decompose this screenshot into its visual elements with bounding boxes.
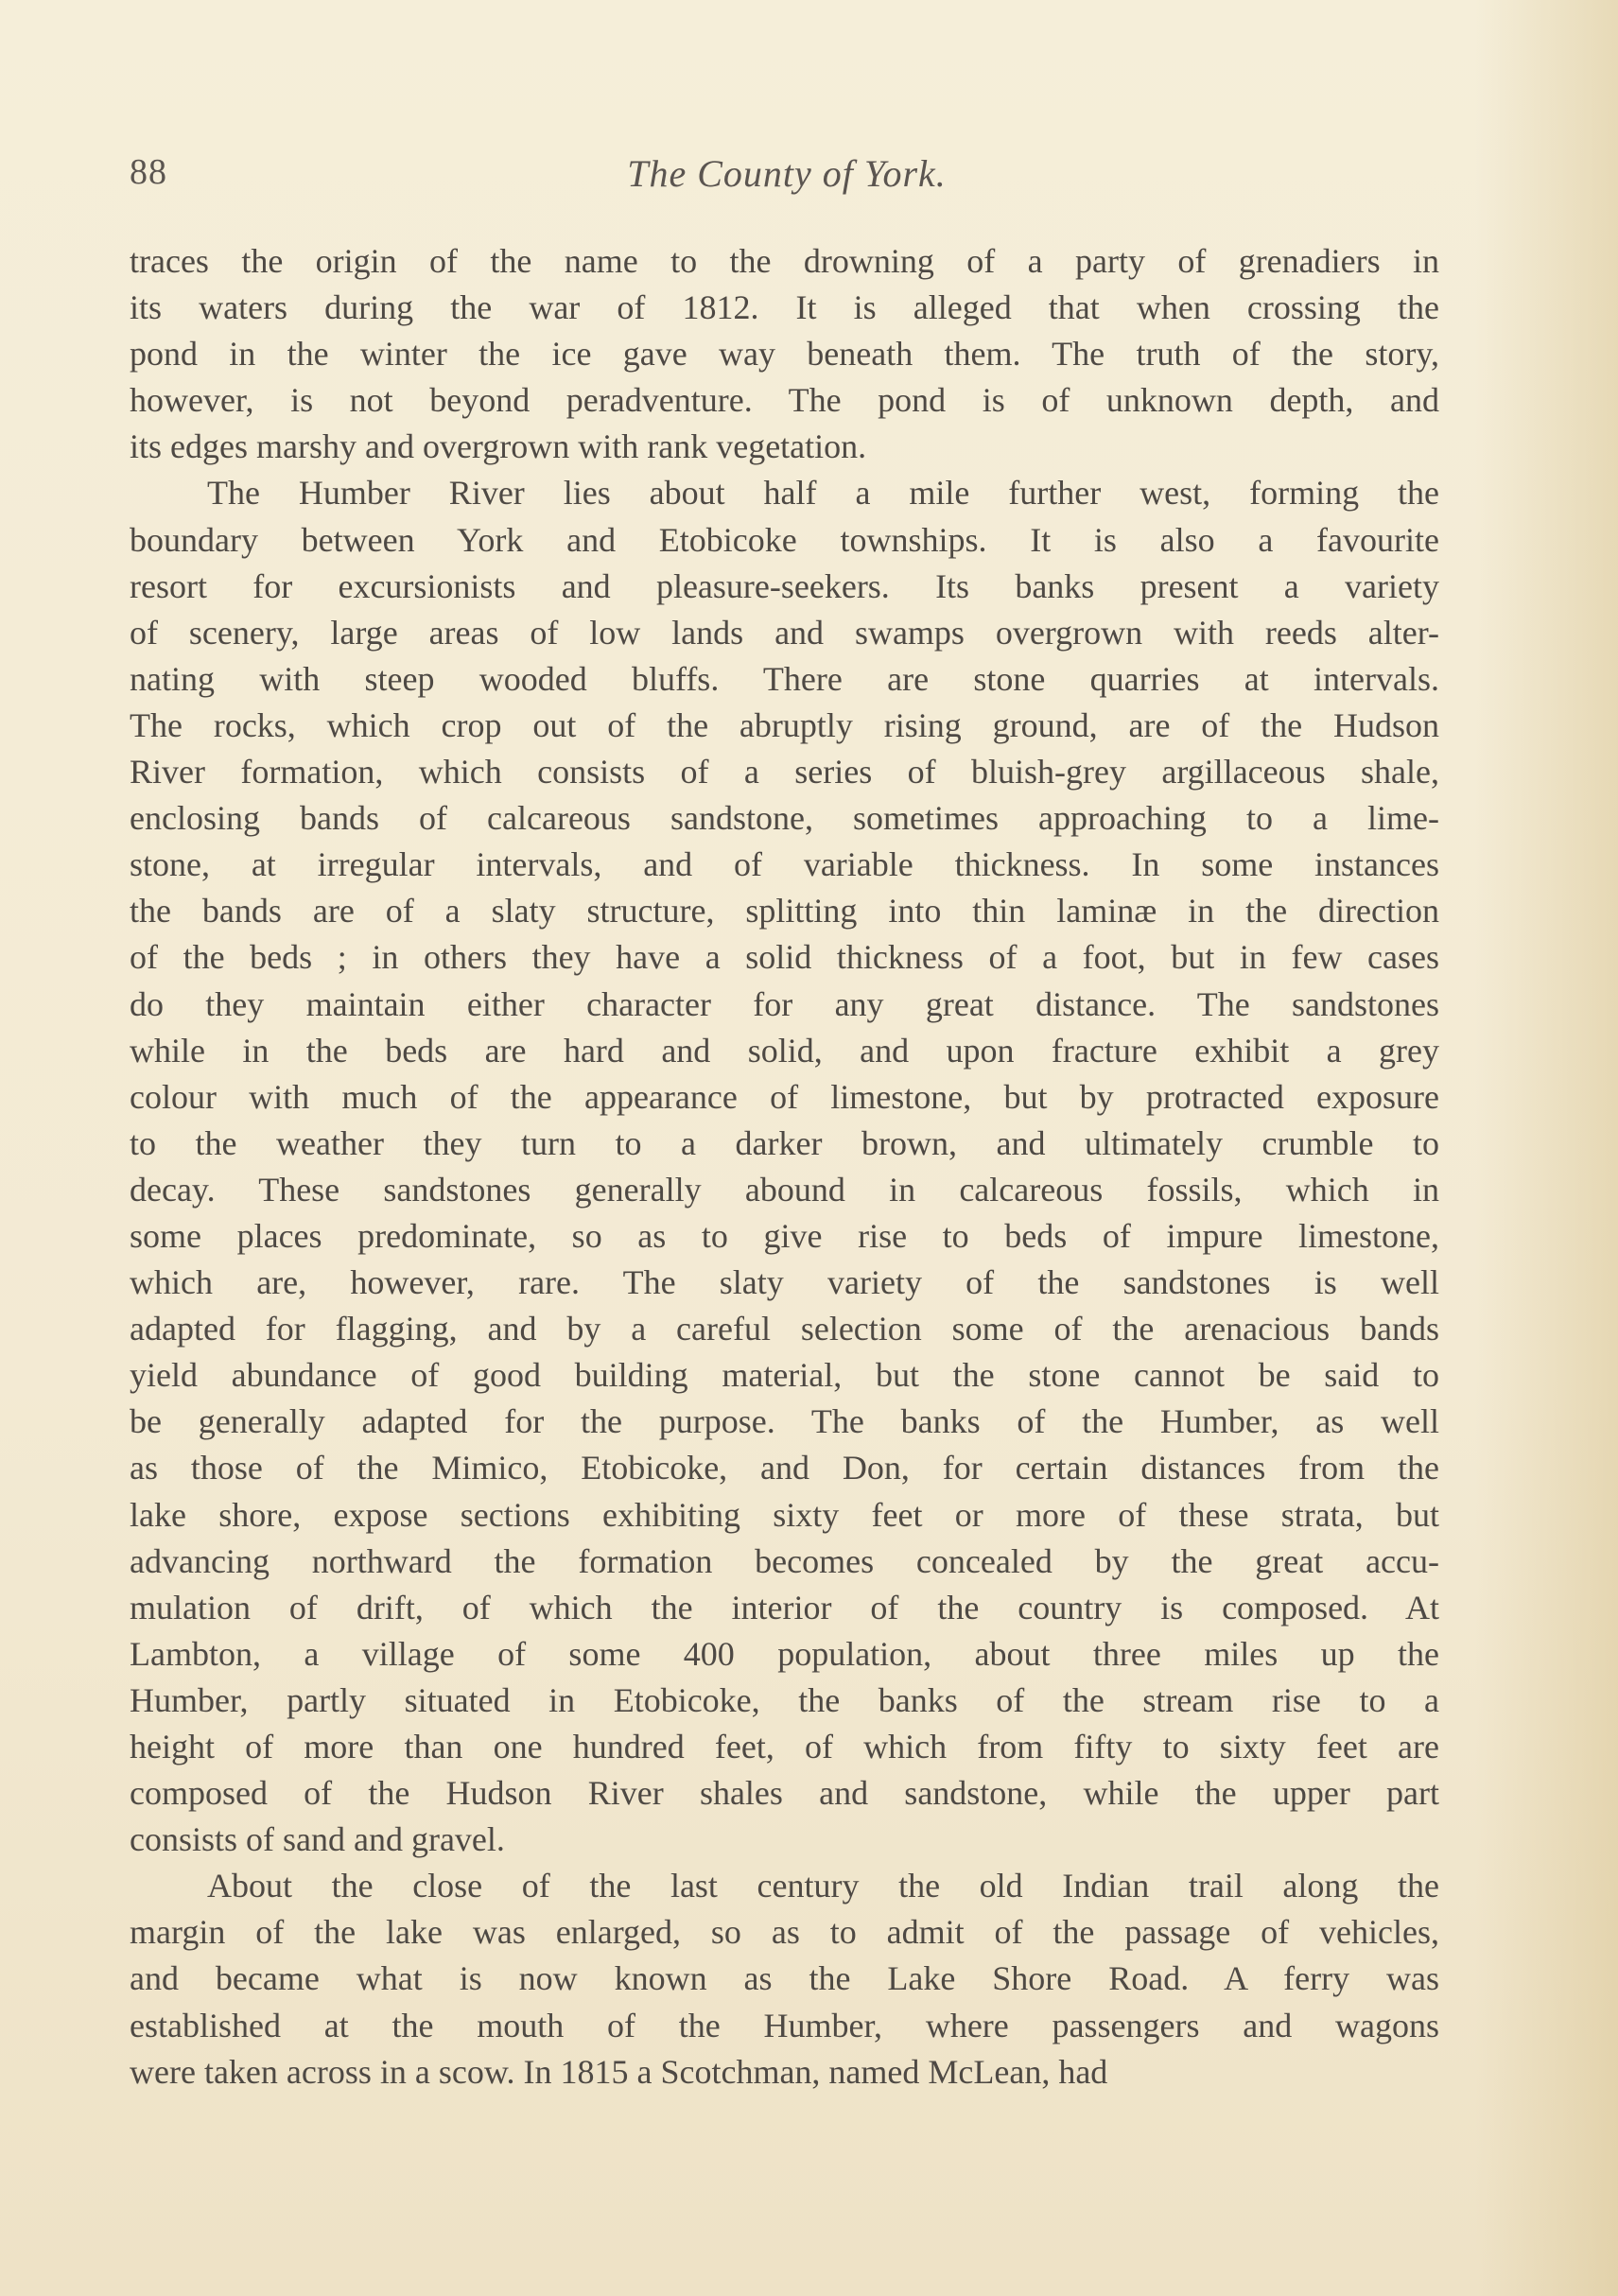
text-line: while in the beds are hard and solid, and upon fracture exhibit a grey bbox=[130, 1031, 1439, 1070]
text-line: advancing northward the formation becomes concealed by the great accu- bbox=[130, 1541, 1439, 1580]
text-line: adapted for flagging, and by a careful selection some of the arenacious bands bbox=[130, 1310, 1439, 1348]
text-line: some places predominate, so as to give rise to beds of impure limestone, bbox=[130, 1216, 1439, 1255]
text-line: Lambton, a village of some 400 population, about three miles up the bbox=[130, 1634, 1439, 1673]
text-line: to the weather they turn to a darker brown, and ultimately crumble to bbox=[130, 1123, 1439, 1162]
page-header bbox=[130, 151, 1444, 208]
running-title: The County of York. bbox=[627, 152, 947, 195]
body-text bbox=[130, 238, 1439, 2096]
text-line: composed of the Hudson River shales and sandstone, while the upper part bbox=[130, 1774, 1439, 1813]
text-line: traces the origin of the name to the drowning of a party of grenadiers in bbox=[130, 242, 1439, 280]
text-line: of the beds ; in others they have a solid thickness of a foot, but in few cases bbox=[130, 938, 1439, 977]
text-line: boundary between York and Etobicoke townships. It is also a favourite bbox=[130, 520, 1439, 559]
text-line: lake shore, expose sections exhibiting sixty feet or more of these strata, but bbox=[130, 1495, 1439, 1534]
text-line: nating with steep wooded bluffs. There are stone quarries at intervals. bbox=[130, 659, 1439, 698]
text-line: resort for excursionists and pleasure-seekers. Its banks present a variety bbox=[130, 566, 1439, 605]
text-line: which are, however, rare. The slaty variety of the sandstones is well bbox=[130, 1263, 1439, 1302]
text-line: River formation, which consists of a series of bluish-grey argillaceous shale, bbox=[130, 753, 1439, 791]
text-line: Humber, partly situated in Etobicoke, the banks of the stream rise to a bbox=[130, 1680, 1439, 1719]
text-line: be generally adapted for the purpose. The banks of the Humber, as well bbox=[130, 1402, 1439, 1441]
text-line: of scenery, large areas of low lands and swamps overgrown with reeds alter- bbox=[130, 613, 1439, 652]
text-line: consists of sand and gravel. bbox=[130, 1820, 505, 1859]
text-line: as those of the Mimico, Etobicoke, and Don, for certain distances from the bbox=[130, 1449, 1439, 1487]
text-line: yield abundance of good building material, but the stone cannot be said to bbox=[130, 1356, 1439, 1395]
text-line: the bands are of a slaty structure, splitting into thin laminæ in the direction bbox=[130, 892, 1439, 931]
text-line: do they maintain either character for any great distance. The sandstones bbox=[130, 984, 1439, 1023]
text-line: decay. These sandstones generally abound in calcareous fossils, which in bbox=[130, 1170, 1439, 1209]
text-line: were taken across in a scow. In 1815 a Scotchman, named McLean, had bbox=[130, 2052, 1108, 2091]
text-line: and became what is now known as the Lake Shore Road. A ferry was bbox=[130, 1959, 1439, 1998]
page-number: 88 bbox=[130, 152, 167, 192]
text-line: established at the mouth of the Humber, where passengers and wagons bbox=[130, 2006, 1439, 2044]
text-line: colour with much of the appearance of limestone, but by protracted exposure bbox=[130, 1077, 1439, 1116]
text-line: The Humber River lies about half a mile further west, forming the bbox=[207, 474, 1439, 513]
text-line: enclosing bands of calcareous sandstone, sometimes approaching to a lime- bbox=[130, 799, 1439, 838]
text-line: its edges marshy and overgrown with rank vegetation. bbox=[130, 427, 867, 466]
paragraph bbox=[130, 1863, 1439, 2095]
text-line: its waters during the war of 1812. It is alleged that when crossing the bbox=[130, 288, 1439, 327]
text-line: pond in the winter the ice gave way beneath them. The truth of the story, bbox=[130, 335, 1439, 374]
text-line: The rocks, which crop out of the abruptly rising ground, are of the Hudson bbox=[130, 705, 1439, 744]
paragraph bbox=[130, 238, 1439, 470]
text-line: mulation of drift, of which the interior of the country is composed. At bbox=[130, 1588, 1439, 1626]
paragraph bbox=[130, 470, 1439, 1863]
text-line: margin of the lake was enlarged, so as to admit of the passage of vehicles, bbox=[130, 1913, 1439, 1952]
text-line: About the close of the last century the old Indian trail along the bbox=[207, 1867, 1439, 1905]
text-line: height of more than one hundred feet, of which from fifty to sixty feet are bbox=[130, 1728, 1439, 1765]
text-line: however, is not beyond peradventure. The pond is of unknown depth, and bbox=[130, 381, 1439, 420]
text-line: stone, at irregular intervals, and of variable thickness. In some instances bbox=[130, 845, 1439, 884]
